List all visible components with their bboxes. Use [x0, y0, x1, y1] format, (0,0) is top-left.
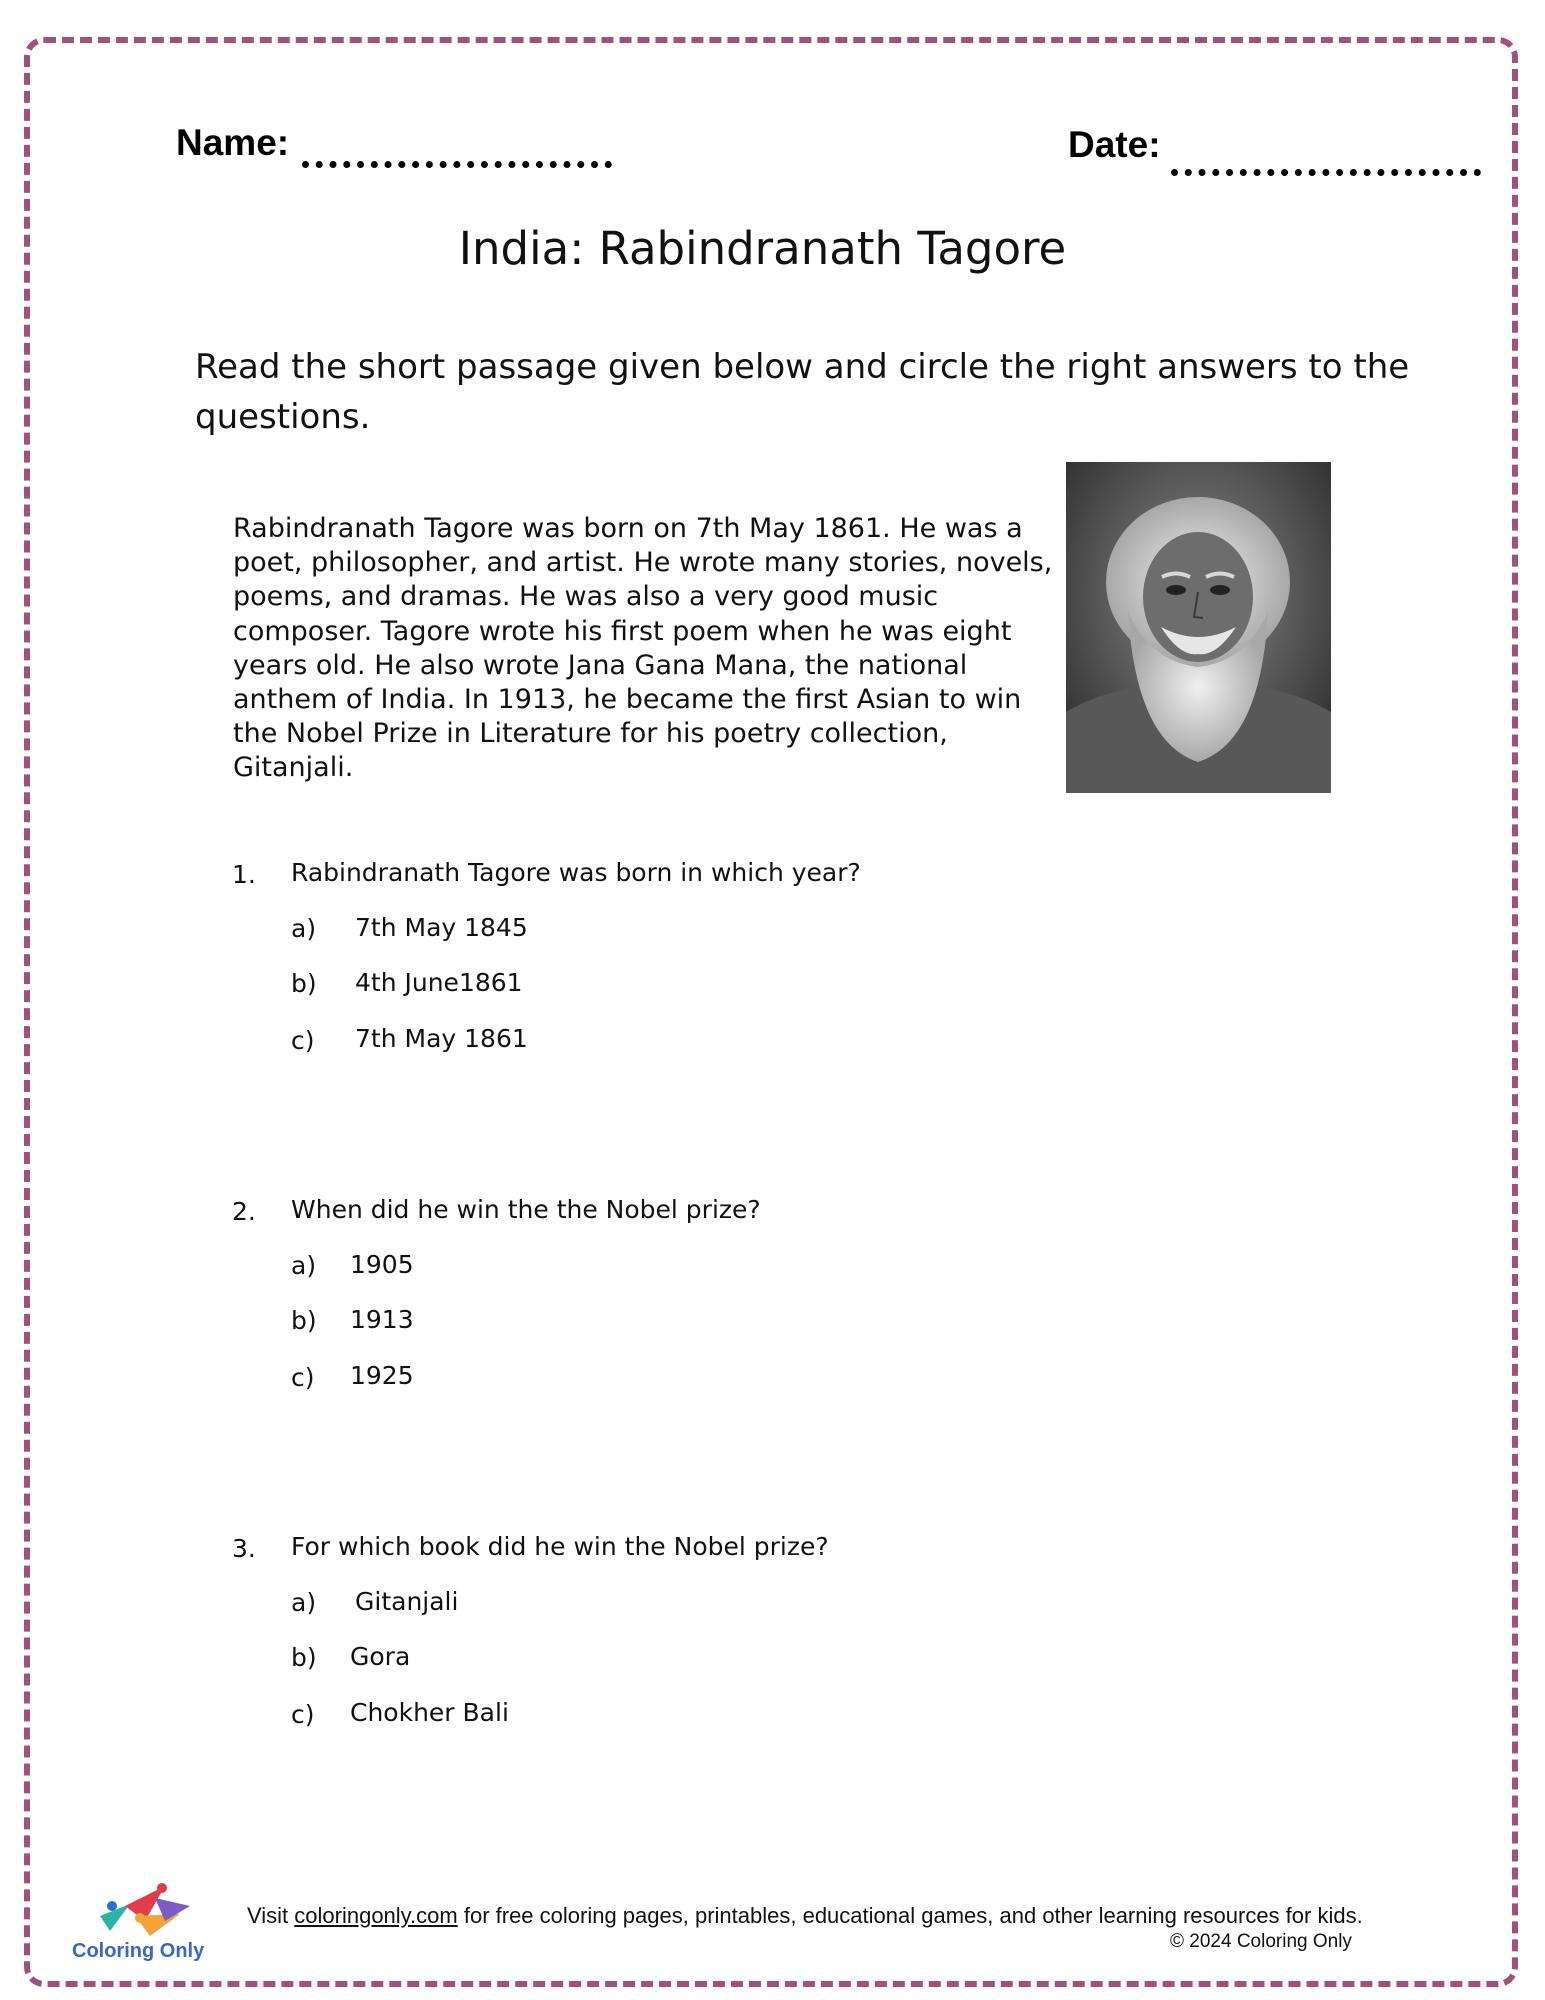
- reading-passage: Rabindranath Tagore was born on 7th May 1861. He was a poet, philosopher, and artist. He wrote many stories, novels, poems, and dramas. He was also a very good music composer. Tagore wrote his first poem when he was eight years old. He also wrote Jana Gana Mana, the national anthem of India. In 1913, he became the first Asian to win the Nobel Prize in Literature for his poetry collection, Gitanjali.: [233, 513, 1053, 784]
- question-2-text: When did he win the the Nobel prize?: [291, 1195, 761, 1224]
- question-2-option-b[interactable]: 1913: [350, 1305, 414, 1334]
- copyright-text: © 2024 Coloring Only: [1170, 1931, 1352, 1952]
- portrait-image: [1066, 462, 1331, 793]
- question-3-option-a[interactable]: Gitanjali: [355, 1587, 459, 1616]
- footer-link[interactable]: coloringonly.com: [294, 1903, 458, 1928]
- question-1-option-b-letter: b): [291, 969, 317, 998]
- question-1-option-c[interactable]: 7th May 1861: [355, 1024, 528, 1053]
- portrait-drawing: [1066, 462, 1331, 793]
- question-2-option-a[interactable]: 1905: [350, 1250, 414, 1279]
- question-2-option-c-letter: c): [291, 1363, 315, 1392]
- question-3-option-b[interactable]: Gora: [350, 1642, 411, 1671]
- name-label: Name:: [176, 122, 290, 163]
- question-3-option-a-letter: a): [291, 1588, 317, 1617]
- question-3-text: For which book did he win the Nobel prize?: [291, 1532, 829, 1561]
- date-blank-line: [1171, 169, 1481, 176]
- name-blank-line: [302, 161, 612, 168]
- question-1-option-c-letter: c): [291, 1026, 315, 1055]
- page-border: [24, 37, 1518, 1987]
- question-2-option-a-letter: a): [291, 1251, 317, 1280]
- footer-visit-prefix: Visit: [247, 1903, 295, 1928]
- question-2-option-c[interactable]: 1925: [350, 1361, 414, 1390]
- page-title: India: Rabindranath Tagore: [458, 222, 1067, 275]
- date-label: Date:: [1068, 124, 1161, 165]
- question-1-number: 1.: [232, 860, 256, 889]
- question-3-option-c[interactable]: Chokher Bali: [350, 1698, 509, 1727]
- question-1-option-b[interactable]: 4th June1861: [355, 968, 523, 997]
- question-3-option-c-letter: c): [291, 1700, 315, 1729]
- logo-stars: [70, 1876, 210, 1941]
- footer-text: [247, 1900, 1417, 1931]
- question-2-option-b-letter: b): [291, 1306, 317, 1335]
- question-3-option-b-letter: b): [291, 1643, 317, 1672]
- question-1-option-a[interactable]: 7th May 1845: [355, 913, 528, 942]
- question-2-number: 2.: [232, 1197, 256, 1226]
- question-3-number: 3.: [232, 1534, 256, 1563]
- question-1-option-a-letter: a): [291, 914, 317, 943]
- instruction-text: Read the short passage given below and circle the right answers to the questions.: [195, 347, 1410, 437]
- question-1-text: Rabindranath Tagore was born in which year?: [291, 858, 861, 887]
- footer-visit-suffix: for free coloring pages, printables, educational games, and other learning resources for kids.: [457, 1903, 1363, 1928]
- logo-text: Coloring Only: [72, 1940, 205, 1962]
